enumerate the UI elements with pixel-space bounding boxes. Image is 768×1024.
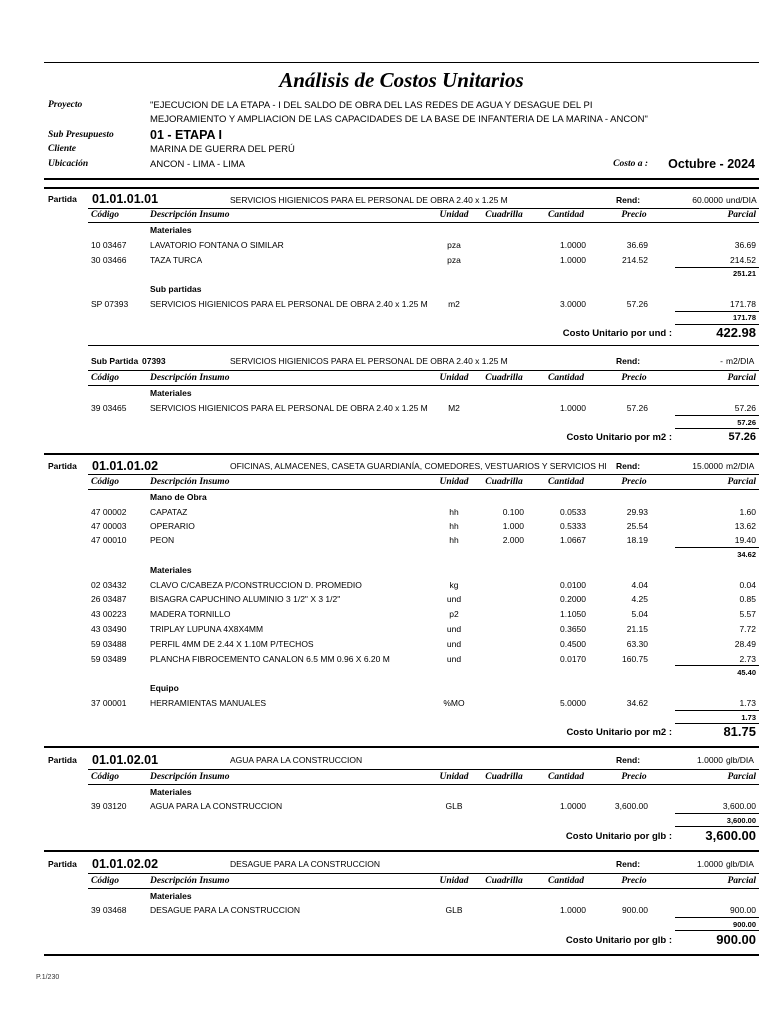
col-header-top-rule — [88, 474, 759, 475]
row-precio: 57.26 — [626, 299, 648, 309]
row-code: 39 03120 — [91, 801, 127, 811]
col-descripcion: Descripción Insumo — [150, 373, 230, 383]
row-precio: 29.93 — [626, 507, 648, 517]
col-header-bottom-rule — [88, 489, 759, 490]
group-materiales: Materiales — [150, 225, 192, 235]
col-parcial: Parcial — [727, 373, 756, 383]
row-cant: 5.0000 — [560, 698, 586, 708]
row-cant: 1.0000 — [560, 801, 586, 811]
row-parcial: 900.00 — [730, 905, 756, 915]
row-code: 59 03488 — [91, 639, 127, 649]
partida-rule — [44, 746, 759, 748]
equipo-subtotal: 1.73 — [741, 713, 756, 722]
row-parcial: 57.26 — [734, 403, 756, 413]
row-cant: 0.5333 — [560, 521, 586, 531]
costo-a-value: Octubre - 2024 — [668, 157, 755, 171]
col-unidad: Unidad — [439, 772, 469, 782]
partida-desc: OFICINAS, ALMACENES, CASETA GUARDIANÍA, COMEDORES, VESTUARIOS Y SERVICIOS HI — [230, 461, 607, 471]
partida-code: 01.01.01.02 — [92, 459, 159, 473]
subpartida-rule — [88, 345, 759, 346]
group-materiales: Materiales — [150, 388, 192, 398]
col-descripcion: Descripción Insumo — [150, 772, 230, 782]
col-codigo: Código — [91, 373, 119, 383]
col-codigo: Código — [91, 772, 119, 782]
row-desc: TAZA TURCA — [150, 255, 203, 265]
group-equipo: Equipo — [150, 683, 179, 693]
partida-label: Partida — [48, 755, 77, 765]
col-cuadrilla: Cuadrilla — [485, 772, 523, 782]
row-desc: SERVICIOS HIGIENICOS PARA EL PERSONAL DE OBRA 2.40 x 1.25 M — [150, 403, 428, 413]
partida-desc: SERVICIOS HIGIENICOS PARA EL PERSONAL DE OBRA 2.40 x 1.25 M — [230, 195, 508, 205]
col-parcial: Parcial — [727, 876, 756, 886]
row-parcial: 2.73 — [739, 654, 756, 664]
row-code: 02 03432 — [91, 580, 127, 590]
row-precio: 36.69 — [626, 240, 648, 250]
subtotal-rule — [675, 547, 759, 548]
row-unit: p2 — [449, 609, 459, 619]
header-rule — [44, 178, 759, 180]
ubicacion-value: ANCON - LIMA - LIMA — [150, 159, 246, 170]
row-parcial: 5.57 — [739, 609, 756, 619]
row-unit: m2 — [448, 299, 460, 309]
group-mano-de-obra: Mano de Obra — [150, 492, 207, 502]
row-cant: 0.3650 — [560, 624, 586, 634]
page-number: P.1/230 — [36, 974, 60, 981]
rend-value: 1.0000 — [697, 755, 723, 765]
row-unit: GLB — [445, 905, 463, 915]
row-parcial: 7.72 — [739, 624, 756, 634]
row-parcial: 36.69 — [734, 240, 756, 250]
proyecto-label: Proyecto — [48, 100, 83, 110]
row-precio: 4.04 — [631, 580, 648, 590]
row-precio: 34.62 — [626, 698, 648, 708]
rend-label: Rend: — [616, 461, 641, 471]
partida-label: Partida — [48, 461, 77, 471]
subtotal-rule — [675, 710, 759, 711]
rend-unit: und/DIA — [726, 195, 757, 205]
partida-rule — [44, 187, 759, 189]
row-desc: PEON — [150, 535, 175, 545]
row-desc: MADERA TORNILLO — [150, 609, 231, 619]
col-cuadrilla: Cuadrilla — [485, 373, 523, 383]
partida-code: 01.01.02.01 — [92, 753, 159, 767]
rend-value: 1.0000 — [697, 859, 723, 869]
row-cant: 0.0170 — [560, 654, 586, 664]
subpartidas-subtotal: 171.78 — [733, 313, 756, 322]
row-unit: und — [446, 654, 462, 664]
row-unit: kg — [449, 580, 459, 590]
row-desc: CAPATAZ — [150, 507, 188, 517]
materiales-subtotal: 900.00 — [733, 920, 756, 929]
row-cant: 1.0000 — [560, 240, 586, 250]
costo-unitario-label: Costo Unitario por m2 : — [566, 727, 672, 738]
row-cuadrilla: 0.100 — [502, 507, 524, 517]
col-precio: Precio — [621, 373, 647, 383]
mano-de-obra-subtotal: 34.62 — [737, 550, 756, 559]
rend-unit: glb/DIA — [726, 859, 754, 869]
row-cant: 0.4500 — [560, 639, 586, 649]
col-codigo: Código — [91, 477, 119, 487]
costo-unitario-label: Costo Unitario por m2 : — [566, 432, 672, 443]
row-unit: hh — [449, 535, 459, 545]
row-code: 30 03466 — [91, 255, 127, 265]
row-precio: 25.54 — [626, 521, 648, 531]
col-precio: Precio — [621, 876, 647, 886]
row-precio: 4.25 — [631, 594, 648, 604]
row-parcial: 19.40 — [734, 535, 756, 545]
partida-label: Partida — [48, 194, 77, 204]
rend-label: Rend: — [616, 356, 641, 366]
col-descripcion: Descripción Insumo — [150, 210, 230, 220]
rend-value: 60.0000 — [692, 195, 723, 205]
row-parcial: 28.49 — [734, 639, 756, 649]
row-code: 37 00001 — [91, 698, 127, 708]
row-code: SP 07393 — [91, 299, 129, 309]
row-precio: 21.15 — [626, 624, 648, 634]
row-desc: LAVATORIO FONTANA O SIMILAR — [150, 240, 284, 250]
row-precio: 214.52 — [622, 255, 648, 265]
row-cant: 1.0000 — [560, 255, 586, 265]
row-unit: und — [446, 639, 462, 649]
partida-rule — [44, 453, 759, 455]
row-parcial: 171.78 — [730, 299, 756, 309]
total-rule — [675, 428, 759, 429]
row-desc: CLAVO C/CABEZA P/CONSTRUCCION D. PROMEDIO — [150, 580, 362, 590]
materiales-subtotal: 3,600.00 — [726, 816, 756, 825]
row-cant: 0.0100 — [560, 580, 586, 590]
row-desc: BISAGRA CAPUCHINO ALUMINIO 3 1/2" X 3 1/2" — [150, 594, 341, 604]
rend-value: - — [720, 356, 723, 366]
col-header-bottom-rule — [88, 222, 759, 223]
col-header-top-rule — [88, 769, 759, 770]
row-code: 47 00003 — [91, 521, 127, 531]
subpresupuesto-label: Sub Presupuesto — [48, 130, 114, 140]
row-desc: PERFIL 4MM DE 2.44 X 1.10M P/TECHOS — [150, 639, 314, 649]
row-code: 59 03489 — [91, 654, 127, 664]
col-parcial: Parcial — [727, 210, 756, 220]
row-desc: SERVICIOS HIGIENICOS PARA EL PERSONAL DE OBRA 2.40 x 1.25 M — [150, 299, 428, 309]
row-parcial: 1.60 — [739, 507, 756, 517]
row-desc: AGUA PARA LA CONSTRUCCION — [150, 801, 283, 811]
row-parcial: 1.73 — [739, 698, 756, 708]
row-unit: pza — [447, 240, 461, 250]
costo-a-label: Costo a : — [613, 159, 648, 169]
subtotal-rule — [675, 665, 759, 666]
bottom-rule — [44, 954, 759, 956]
col-precio: Precio — [621, 772, 647, 782]
row-unit: %MO — [443, 698, 465, 708]
rend-label: Rend: — [616, 195, 641, 205]
group-subpartidas: Sub partidas — [150, 284, 202, 294]
row-desc: HERRAMIENTAS MANUALES — [150, 698, 267, 708]
row-unit: hh — [449, 521, 459, 531]
subtotal-rule — [675, 267, 759, 268]
row-cant: 1.0000 — [560, 403, 586, 413]
subpresupuesto-value: 01 - ETAPA I — [150, 128, 223, 142]
proyecto-line1: "EJECUCION DE LA ETAPA - I DEL SALDO DE OBRA DEL LAS REDES DE AGUA Y DESAGUE DEL PI — [150, 100, 593, 111]
row-precio: 160.75 — [622, 654, 648, 664]
rend-unit: m2/DIA — [726, 356, 755, 366]
row-unit: GLB — [445, 801, 463, 811]
col-header-top-rule — [88, 208, 759, 209]
col-parcial: Parcial — [727, 477, 756, 487]
row-parcial: 13.62 — [734, 521, 756, 531]
subpartida-desc: SERVICIOS HIGIENICOS PARA EL PERSONAL DE OBRA 2.40 x 1.25 M — [230, 356, 508, 366]
row-precio: 3,600.00 — [614, 801, 648, 811]
col-precio: Precio — [621, 477, 647, 487]
row-parcial: 214.52 — [730, 255, 756, 265]
row-parcial: 3,600.00 — [722, 801, 756, 811]
col-precio: Precio — [621, 210, 647, 220]
row-precio: 18.19 — [626, 535, 648, 545]
col-header-bottom-rule — [88, 888, 759, 889]
materiales-subtotal: 251.21 — [733, 269, 756, 278]
col-header-bottom-rule — [88, 784, 759, 785]
rend-value: 15.0000 — [692, 461, 723, 471]
row-desc: OPERARIO — [150, 521, 195, 531]
row-precio: 5.04 — [631, 609, 648, 619]
row-desc: DESAGUE PARA LA CONSTRUCCION — [150, 905, 301, 915]
group-materiales: Materiales — [150, 891, 192, 901]
row-code: 39 03468 — [91, 905, 127, 915]
costo-unitario-label: Costo Unitario por glb : — [565, 831, 672, 842]
total-rule — [675, 930, 759, 931]
row-precio: 900.00 — [622, 905, 648, 915]
row-code: 39 03465 — [91, 403, 127, 413]
partida-label: Partida — [48, 859, 77, 869]
costo-unitario-value: 3,600.00 — [705, 828, 756, 843]
subpartida-code: 07393 — [142, 356, 166, 366]
row-cant: 3.0000 — [560, 299, 586, 309]
rend-label: Rend: — [616, 859, 641, 869]
row-desc: PLANCHA FIBROCEMENTO CANALON 6.5 MM 0.96 X 6.20 M — [150, 654, 390, 664]
page-title: Análisis de Costos Unitarios — [279, 68, 524, 92]
row-unit: und — [446, 624, 462, 634]
partida-rule — [44, 850, 759, 852]
row-precio: 63.30 — [626, 639, 648, 649]
top-rule — [44, 62, 759, 63]
rend-unit: glb/DIA — [726, 755, 754, 765]
row-unit: M2 — [448, 403, 460, 413]
row-desc: TRIPLAY LUPUNA 4X8X4MM — [150, 624, 264, 634]
row-cuadrilla: 1.000 — [502, 521, 524, 531]
costo-unitario-label: Costo Unitario por und : — [562, 328, 672, 339]
col-cuadrilla: Cuadrilla — [485, 876, 523, 886]
col-cuadrilla: Cuadrilla — [485, 210, 523, 220]
materiales-subtotal: 45.40 — [737, 668, 756, 677]
col-cantidad: Cantidad — [548, 373, 584, 383]
row-cuadrilla: 2.000 — [502, 535, 524, 545]
row-cant: 0.0533 — [560, 507, 586, 517]
rend-label: Rend: — [616, 755, 641, 765]
costo-unitario-value: 81.75 — [723, 724, 756, 739]
col-cantidad: Cantidad — [548, 477, 584, 487]
col-descripcion: Descripción Insumo — [150, 876, 230, 886]
partida-code: 01.01.01.01 — [92, 192, 159, 206]
row-parcial: 0.85 — [739, 594, 756, 604]
col-cantidad: Cantidad — [548, 876, 584, 886]
materiales-subtotal: 57.26 — [737, 418, 756, 427]
col-descripcion: Descripción Insumo — [150, 477, 230, 487]
col-header-top-rule — [88, 370, 759, 371]
group-materiales: Materiales — [150, 787, 192, 797]
row-unit: pza — [447, 255, 461, 265]
row-code: 43 03490 — [91, 624, 127, 634]
col-cantidad: Cantidad — [548, 210, 584, 220]
col-header-bottom-rule — [88, 385, 759, 386]
row-code: 26 03487 — [91, 594, 127, 604]
row-unit: hh — [449, 507, 459, 517]
costo-unitario-value: 900.00 — [716, 932, 756, 947]
subtotal-rule — [675, 415, 759, 416]
cliente-value: MARINA DE GUERRA DEL PERÚ — [150, 144, 295, 155]
row-cant: 1.0000 — [560, 905, 586, 915]
row-code: 47 00010 — [91, 535, 127, 545]
col-unidad: Unidad — [439, 210, 469, 220]
col-cuadrilla: Cuadrilla — [485, 477, 523, 487]
cliente-label: Cliente — [48, 144, 76, 154]
subtotal-rule — [675, 813, 759, 814]
col-codigo: Código — [91, 876, 119, 886]
row-cant: 1.0667 — [560, 535, 586, 545]
row-cant: 0.2000 — [560, 594, 586, 604]
col-unidad: Unidad — [439, 876, 469, 886]
row-precio: 57.26 — [626, 403, 648, 413]
row-code: 43 00223 — [91, 609, 127, 619]
row-cant: 1.1050 — [560, 609, 586, 619]
rend-unit: m2/DIA — [726, 461, 755, 471]
partida-desc: AGUA PARA LA CONSTRUCCION — [230, 755, 363, 765]
total-rule — [675, 826, 759, 827]
col-unidad: Unidad — [439, 477, 469, 487]
row-unit: und — [446, 594, 462, 604]
ubicacion-label: Ubicación — [48, 159, 89, 169]
row-parcial: 0.04 — [739, 580, 756, 590]
col-parcial: Parcial — [727, 772, 756, 782]
col-unidad: Unidad — [439, 373, 469, 383]
group-materiales: Materiales — [150, 565, 192, 575]
col-header-top-rule — [88, 873, 759, 874]
costo-unitario-label: Costo Unitario por glb : — [565, 935, 672, 946]
proyecto-line2: MEJORAMIENTO Y AMPLIACION DE LAS CAPACIDADES DE LA BASE DE INFANTERIA DE LA MARINA - ANCON" — [150, 114, 648, 125]
costo-unitario-value: 422.98 — [716, 325, 756, 340]
col-codigo: Código — [91, 210, 119, 220]
subtotal-rule — [675, 311, 759, 312]
row-code: 47 00002 — [91, 507, 127, 517]
costo-unitario-value: 57.26 — [728, 431, 756, 443]
partida-code: 01.01.02.02 — [92, 857, 159, 871]
subpartida-label: Sub Partida — [91, 356, 139, 366]
partida-desc: DESAGUE PARA LA CONSTRUCCION — [230, 859, 381, 869]
subtotal-rule — [675, 917, 759, 918]
row-code: 10 03467 — [91, 240, 127, 250]
col-cantidad: Cantidad — [548, 772, 584, 782]
